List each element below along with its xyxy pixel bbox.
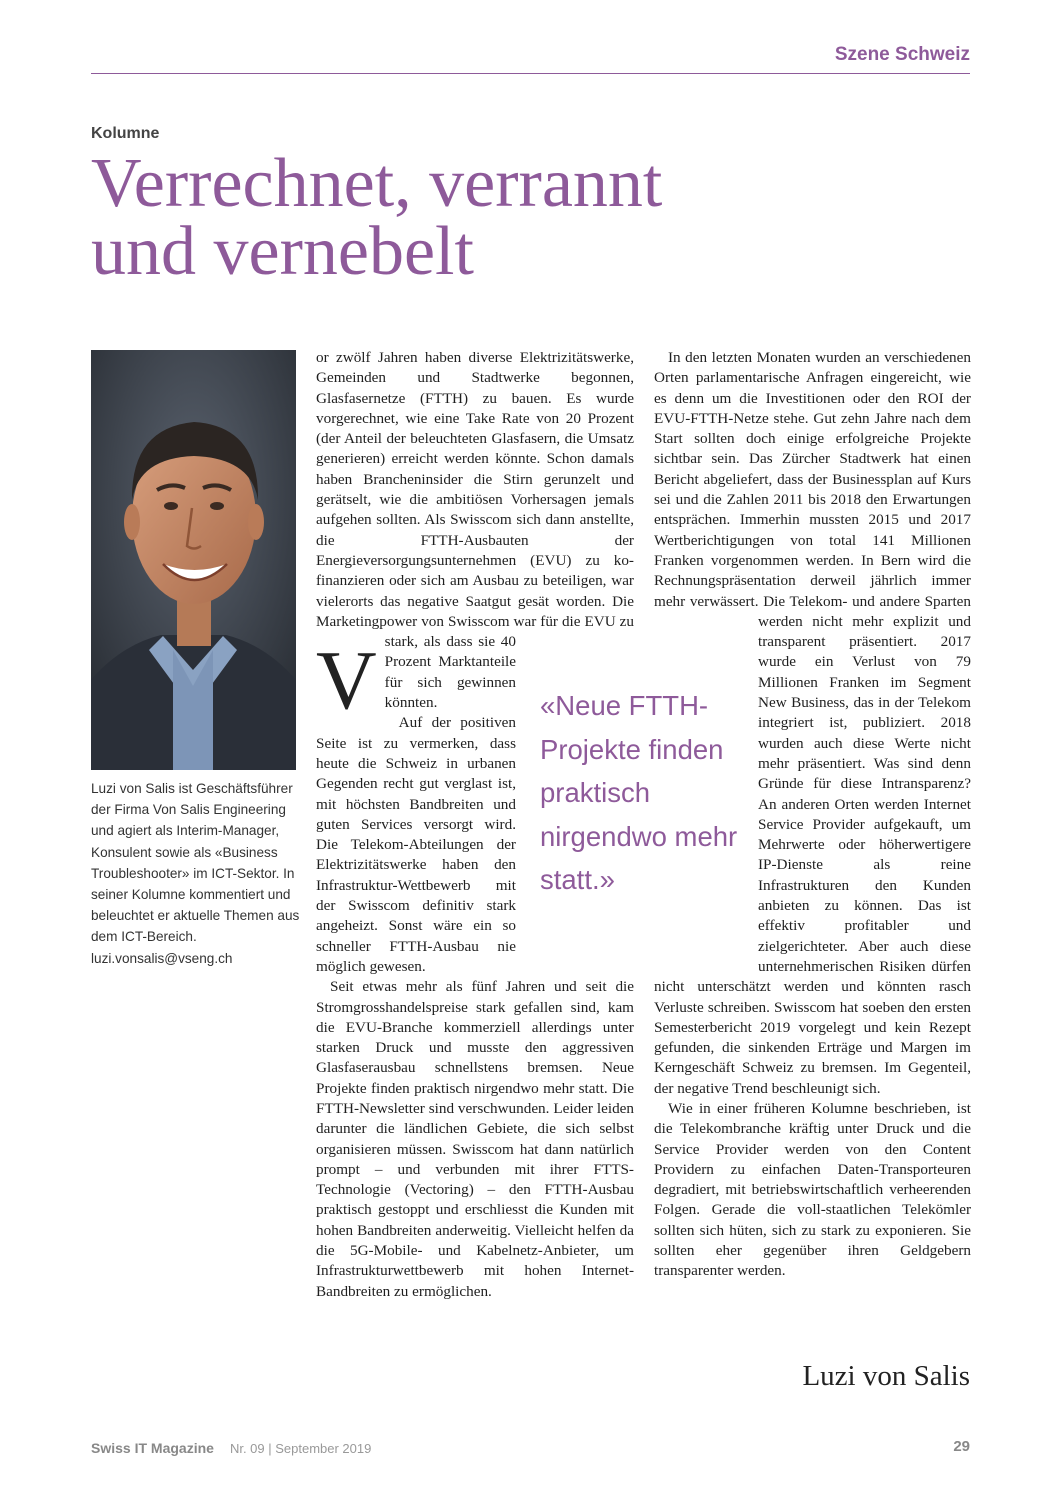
article-column-2 [654, 348, 971, 1358]
author-email: luzi.vonsalis@vseng.ch [91, 950, 233, 966]
author-caption [91, 778, 301, 969]
paragraph: In den letzten Monaten wurden an verschiedenen Orten parlamentarische Anfragen eingereicht, wie es denn um die Investitionen oder den ROI der EVU-FTTH-Netze stehe. Gut zehn Jahre nach dem Start sollten doch einige erfolgreiche Projekte sichtbar sein. Das Zürcher Stadtwerk hat einen Bericht abgeliefert, dass der Businessplan auf Kurs sei und die Zahlen 2011 bis 2018 den Erwartungen entsprächen. Immerhin mussten 2015 und 2017 Wertberichtigungen von total 141 Millionen Franken vorgenommen werden. In Bern wird die Rechnungspräsentation derweil jährlich immer mehr verwässert. Die Telekom- und andere Sparten werden nicht mehr explizit und transparent präsentiert. 2017 wurde ein Verlust von 79 Millionen Franken im Segment New Business, das in der Telekom integriert ist, publiziert. 2018 wurden auch diese Werte nicht mehr präsentiert. Was sind denn Gründe für diese Intransparenz? An anderen Orten werden Internet Service Provider aufgekauft, um Mehrwerte oder höherwertigere IP-Dienste als reine Infrastrukturen den Kunden anbieten zu können. Das ist effektiv profitabler und zielgerichteter. Aber auch diese unternehmerischen Risiken dürfen nicht unterschätzt werden und könnten rasch Verluste schreiben. Swisscom hat soeben den ersten Semesterbericht 2019 vorgelegt und kein Rezept gefunden, die sinkenden Erträge und Margen im Kerngeschäft Schweiz zu bremsen. Im Gegenteil, der negative Trend beschleunigt sich. [654, 349, 971, 1097]
page-number: 29 [953, 1438, 970, 1455]
author-bio: Luzi von Salis ist Geschäftsführer der Firma Von Salis Engineering und agiert als Interim-Manager, Konsulent sowie als «Business Troubleshooter» im ICT-Sektor. In seiner Kolumne kommentiert und beleuchtet er aktuelle Themen aus dem ICT-Bereich. [91, 781, 300, 945]
paragraph: Auf der positiven Seite ist zu vermerken, dass heute die Schweiz in urbanen Gegenden recht gut verglast ist, mit höchsten Bandbreiten und guten Services versorgt wird. Die Telekom-Abteilungen der Elektrizitätswerke haben den Infrastruktur-Wettbewerb mit der Swisscom definitiv stark angeheizt. Sonst wäre ein so schneller FTTH-Ausbau nie möglich gewesen. [316, 714, 516, 975]
headline-line-1: Verrechnet, verrannt [91, 145, 663, 222]
paragraph: Wie in einer früheren Kolumne beschrieben, ist die Telekombranche kräftig unter Druck und die Service Provider werden von den Content Providern zu einfachen Daten-Transporteuren degradiert, mit betriebswirtschaftlich verheerenden Folgen. Gerade die voll-staatlichen Telekömler sollten sich hüten, sich zu stark zu exponieren. Sie sollten eher gegenüber ihren Geldgebern transparenter werden. [654, 1099, 971, 1280]
issue-info: Nr. 09 | September 2019 [229, 1441, 372, 1456]
author-signature: Luzi von Salis [802, 1360, 970, 1392]
drop-cap: V [316, 634, 377, 727]
footer [91, 1440, 371, 1456]
kicker: Kolumne [91, 125, 160, 142]
section-label: Szene Schweiz [834, 44, 970, 65]
paragraph: V or zwölf Jahren haben diverse Elektrizitätswerke, Gemeinden und Stadtwerke begonnen, Glasfasernetze (FTTH) zu bauen. Es wurde vorgerechnet, wie eine Take Rate von 20 Prozent (der Anteil der beleuchteten Glasfasern, die Umsatz generieren) erreicht werden könnte. Schon damals haben Brancheninsider die Stirn gerunzelt und gerätselt, wie die ambitiösen Vorhersagen jemals aufgehen sollten. Als Swisscom sich dann anstellte, die FTTH-Ausbauten der Energieversorgungsunternehmen (EVU) zu ko-finanzieren oder sich am Ausbau zu beteiligen, war vielerorts das negative Saatgut gesät worden. Die Marketingpower von Swisscom war für die EVU zu stark, als dass sie 40 Prozent Marktanteile für sich gewinnen könnten. [316, 349, 634, 727]
author-photo [91, 350, 296, 770]
pull-quote: «Neue FTTH-Projekte finden praktisch nirgendwo mehr statt.» [540, 690, 738, 896]
headline [91, 145, 951, 290]
paragraph: Seit etwas mehr als fünf Jahren und seit die Stromgrosshandelspreise stark gefallen sind, kam die EVU-Branche kommerziell allerdings unter starken Druck und musste den aggressiven Glasfaserausbau schnellstens bremsen. Neue Projekte finden praktisch nirgendwo mehr statt. Die FTTH-Newsletter sind verschwunden. Leider leiden darunter die ländlichen Gebiete, die sich selbst organisieren müssen. Swisscom hat dann natürlich prompt – und verbunden mit ihrer FTTS-Technologie (Vectoring) – den FTTH-Ausbau praktisch gestoppt und erschliesst die Kunden mit hohen Bandbreiten anderweitig. Vielleicht helfen da die 5G-Mobile- und Kabelnetz-Anbieter, um Infrastrukturwettbewerb mit hohen Internet-Bandbreiten zu ermöglichen. [316, 978, 634, 1300]
header-rule [91, 73, 970, 74]
magazine-name: Swiss IT Magazine [91, 1440, 214, 1456]
headline-line-2: und vernebelt [91, 213, 474, 290]
